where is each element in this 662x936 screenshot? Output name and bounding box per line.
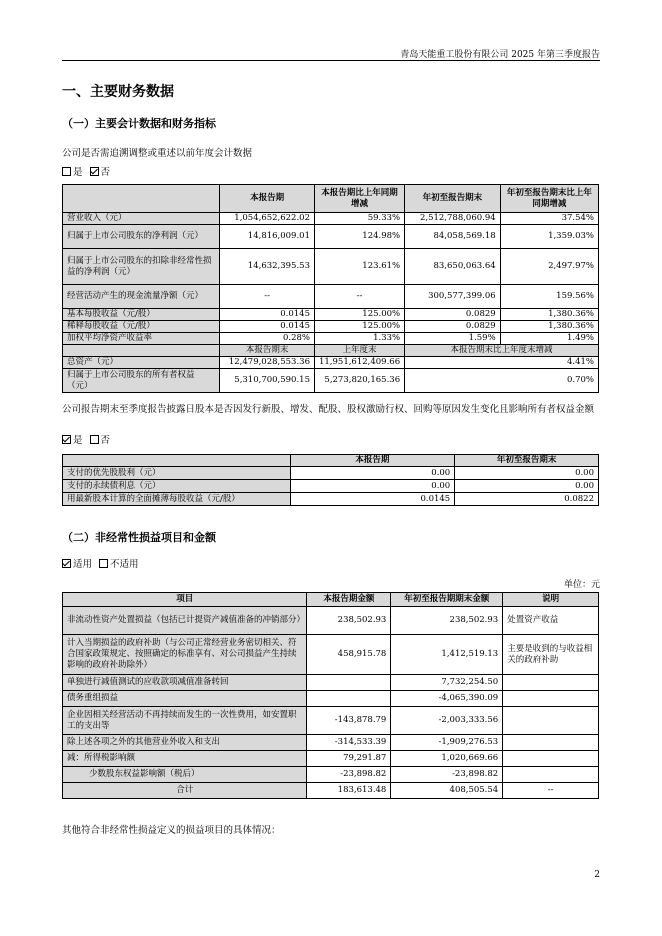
table-cell: 0.00 bbox=[290, 467, 455, 480]
restatement-options bbox=[62, 165, 110, 180]
table-row bbox=[63, 607, 599, 635]
table-cell: 123.61% bbox=[314, 249, 404, 285]
table-cell: 238,502.93 bbox=[307, 607, 391, 635]
restatement-no-checkbox[interactable] bbox=[90, 167, 99, 176]
table-row bbox=[63, 480, 599, 493]
row-label: 归属于上市公司股东的扣除非经常性损益的净利润（元） bbox=[63, 249, 220, 285]
table-row bbox=[63, 309, 599, 321]
table-row bbox=[63, 493, 599, 506]
header-divider bbox=[62, 60, 600, 61]
row-label: 营业收入（元） bbox=[63, 213, 220, 225]
page-number: 2 bbox=[594, 870, 600, 880]
table-cell: 238,502.93 bbox=[391, 607, 503, 635]
table-subheader-row bbox=[63, 345, 599, 357]
section-title: 一、主要财务数据 bbox=[62, 84, 174, 100]
table-header-cell: 年初至报告期末 bbox=[405, 185, 501, 213]
row-label: 计入当期损益的政府补助（与公司正常经营业务密切相关、符合国家政策规定、按照确定的标准享有、对公司损益产生持续影响的政府补助除外） bbox=[63, 635, 307, 675]
row-label: 企业因相关经营活动不再持续而发生的一次性费用，如安置职工的支出等 bbox=[63, 707, 307, 735]
table-header-cell: 项目 bbox=[63, 593, 307, 607]
table-cell: 4.41% bbox=[405, 357, 599, 369]
table-row bbox=[63, 467, 599, 480]
table-cell: 2,512,788,060.94 bbox=[405, 213, 501, 225]
table-header-row bbox=[63, 455, 599, 467]
table-cell: 300,577,399.06 bbox=[405, 285, 501, 309]
table-row bbox=[63, 333, 599, 345]
table-cell: -2,003,333.56 bbox=[391, 707, 503, 735]
table-header-cell: 本报告期比上年同期增减 bbox=[314, 185, 404, 213]
other-items-note: 其他符合非经常性损益定义的损益项目的具体情况： bbox=[62, 825, 281, 836]
table-cell: 14,816,009.01 bbox=[220, 225, 315, 249]
table-cell: 0.00 bbox=[455, 467, 599, 480]
table-row bbox=[63, 357, 599, 369]
share-change-options bbox=[62, 433, 110, 448]
table-cell: 1,054,652,622.02 bbox=[220, 213, 315, 225]
table-cell: 2,497.97% bbox=[500, 249, 598, 285]
row-label: 支付的永续债利息（元） bbox=[63, 480, 291, 493]
table-cell bbox=[503, 691, 599, 707]
table-cell: 125.00% bbox=[314, 321, 404, 333]
row-label: 减：所得税影响额 bbox=[63, 751, 307, 767]
table-cell: 7,732,254.50 bbox=[391, 675, 503, 691]
table-header-cell: 本报告期 bbox=[220, 185, 315, 213]
table-cell: -- bbox=[503, 783, 599, 799]
table-cell: 458,915.78 bbox=[307, 635, 391, 675]
diluted-eps-table bbox=[62, 454, 599, 506]
table-cell: 1,020,669.66 bbox=[391, 751, 503, 767]
row-label: 除上述各项之外的其他营业外收入和支出 bbox=[63, 735, 307, 751]
table-row bbox=[63, 213, 599, 225]
restatement-no-label: 否 bbox=[100, 167, 111, 178]
table-cell: 0.70% bbox=[405, 369, 599, 393]
restatement-yes-checkbox[interactable] bbox=[62, 167, 71, 176]
table-header-row bbox=[63, 593, 599, 607]
table-header-cell: 本报告期金额 bbox=[307, 593, 391, 607]
table-cell: 处置资产收益 bbox=[503, 607, 599, 635]
table-row bbox=[63, 249, 599, 285]
table-cell: 1,412,519.13 bbox=[391, 635, 503, 675]
row-label: 少数股东权益影响额（税后） bbox=[63, 767, 307, 783]
share-change-yes-checkbox[interactable] bbox=[62, 435, 71, 444]
not-applicable-label: 不适用 bbox=[110, 559, 139, 570]
table-cell: 主要是收到的与收益相关的政府补助 bbox=[503, 635, 599, 675]
table-row bbox=[63, 635, 599, 675]
table-cell: 12,479,028,553.36 bbox=[220, 357, 315, 369]
row-label: 用最新股本计算的全面摊薄每股收益（元/股） bbox=[63, 493, 291, 506]
table-cell bbox=[503, 675, 599, 691]
table-cell: 5,310,700,590.15 bbox=[220, 369, 315, 393]
table-row bbox=[63, 735, 599, 751]
table-cell bbox=[503, 735, 599, 751]
row-label: 归属于上市公司股东的净利润（元） bbox=[63, 225, 220, 249]
table-total-row bbox=[63, 783, 599, 799]
row-label: 归属于上市公司股东的所有者权益（元） bbox=[63, 369, 220, 393]
table-subheader-cell: 本报告期末比上年度末增减 bbox=[405, 345, 599, 357]
row-label: 经营活动产生的现金流量净额（元） bbox=[63, 285, 220, 309]
row-label: 债务重组损益 bbox=[63, 691, 307, 707]
table-cell: 37.54% bbox=[500, 213, 598, 225]
table-cell: -- bbox=[314, 285, 404, 309]
table-cell: 125.00% bbox=[314, 309, 404, 321]
table-cell bbox=[307, 675, 391, 691]
table-cell: 1,380.36% bbox=[500, 309, 598, 321]
table-header-row bbox=[63, 185, 599, 213]
table-cell: 0.0822 bbox=[455, 493, 599, 506]
table-row bbox=[63, 707, 599, 735]
table-cell: 0.00 bbox=[455, 480, 599, 493]
table-header-cell bbox=[63, 455, 291, 467]
subsection-title-1: （一）主要会计数据和财务指标 bbox=[62, 117, 216, 130]
table-cell: -1,909,276.53 bbox=[391, 735, 503, 751]
table-cell: 59.33% bbox=[314, 213, 404, 225]
table-header-cell: 说明 bbox=[503, 593, 599, 607]
restatement-question: 公司是否需追溯调整或重述以前年度会计数据 bbox=[62, 148, 253, 159]
unit-label: 单位：元 bbox=[563, 580, 600, 590]
table-header-cell bbox=[63, 185, 220, 213]
table-header-cell: 年初至报告期期末金额 bbox=[391, 593, 503, 607]
table-cell: 1.49% bbox=[500, 333, 598, 345]
share-change-no-label: 否 bbox=[100, 435, 111, 446]
non-recurring-table bbox=[62, 592, 599, 799]
table-cell: 0.28% bbox=[220, 333, 315, 345]
table-cell bbox=[503, 707, 599, 735]
page-header: 青岛天能重工股份有限公司 2025 年第三季度报告 bbox=[400, 50, 600, 60]
table-cell: 5,273,820,165.36 bbox=[314, 369, 404, 393]
table-cell: -314,533.39 bbox=[307, 735, 391, 751]
share-change-yes-label: 是 bbox=[73, 435, 83, 446]
table-row bbox=[63, 369, 599, 393]
applicable-label: 适用 bbox=[73, 559, 93, 570]
row-label: 加权平均净资产收益率 bbox=[63, 333, 220, 345]
applicable-checkbox[interactable] bbox=[62, 559, 71, 568]
row-label: 总资产（元） bbox=[63, 357, 220, 369]
table-cell: 84,058,569.18 bbox=[405, 225, 501, 249]
table-row bbox=[63, 751, 599, 767]
table-header-cell: 年初至报告期末比上年同期增减 bbox=[500, 185, 598, 213]
table-cell: -4,065,390.09 bbox=[391, 691, 503, 707]
table-cell: 159.56% bbox=[500, 285, 598, 309]
table-cell: 0.0145 bbox=[220, 309, 315, 321]
table-cell: -23,898.82 bbox=[391, 767, 503, 783]
key-financial-table bbox=[62, 184, 599, 393]
table-cell bbox=[503, 751, 599, 767]
table-cell: 183,613.48 bbox=[307, 783, 391, 799]
table-header-cell: 本报告期 bbox=[290, 455, 455, 467]
table-cell bbox=[63, 345, 220, 357]
row-label: 非流动性资产处置损益（包括已计提资产减值准备的冲销部分） bbox=[63, 607, 307, 635]
table-cell: 79,291.87 bbox=[307, 751, 391, 767]
share-change-question: 公司报告期末至季度报告披露日股本是否因发行新股、增发、配股、股权激励行权、回购等原因发生变化且影响所有者权益金额 bbox=[62, 404, 595, 415]
table-subheader-cell: 本报告期末 bbox=[220, 345, 315, 357]
row-label: 基本每股收益（元/股） bbox=[63, 309, 220, 321]
table-row bbox=[63, 321, 599, 333]
table-cell: 0.0829 bbox=[405, 309, 501, 321]
table-cell: 408,505.54 bbox=[391, 783, 503, 799]
table-row bbox=[63, 767, 599, 783]
table-row bbox=[63, 691, 599, 707]
table-header-cell: 年初至报告期末 bbox=[455, 455, 599, 467]
row-label: 单独进行减值测试的应收款项减值准备转回 bbox=[63, 675, 307, 691]
table-cell: 1.33% bbox=[314, 333, 404, 345]
table-cell: 0.00 bbox=[290, 480, 455, 493]
subsection-title-2: （二）非经常性损益项目和金额 bbox=[62, 531, 216, 544]
table-cell: 0.0145 bbox=[290, 493, 455, 506]
row-label: 稀释每股收益（元/股） bbox=[63, 321, 220, 333]
table-cell: 1,359.03% bbox=[500, 225, 598, 249]
table-cell: 124.98% bbox=[314, 225, 404, 249]
table-cell bbox=[503, 767, 599, 783]
table-cell: -- bbox=[220, 285, 315, 309]
table-cell: 1,380.36% bbox=[500, 321, 598, 333]
table-row bbox=[63, 675, 599, 691]
table-cell: 0.0829 bbox=[405, 321, 501, 333]
table-cell: 83,650,063.64 bbox=[405, 249, 501, 285]
table-cell: 1.59% bbox=[405, 333, 501, 345]
table-cell: -143,878.79 bbox=[307, 707, 391, 735]
applicability-options bbox=[62, 557, 139, 572]
row-label: 合计 bbox=[63, 783, 307, 799]
table-subheader-cell: 上年度末 bbox=[314, 345, 404, 357]
table-cell bbox=[307, 691, 391, 707]
table-row bbox=[63, 285, 599, 309]
share-change-no-checkbox[interactable] bbox=[90, 435, 99, 444]
not-applicable-checkbox[interactable] bbox=[99, 559, 108, 568]
restatement-yes-label: 是 bbox=[73, 167, 83, 178]
row-label: 支付的优先股股利（元） bbox=[63, 467, 291, 480]
table-row bbox=[63, 225, 599, 249]
table-cell: 11,951,612,409.66 bbox=[314, 357, 404, 369]
table-cell: 14,632,395.53 bbox=[220, 249, 315, 285]
table-cell: 0.0145 bbox=[220, 321, 315, 333]
table-cell: -23,898.82 bbox=[307, 767, 391, 783]
